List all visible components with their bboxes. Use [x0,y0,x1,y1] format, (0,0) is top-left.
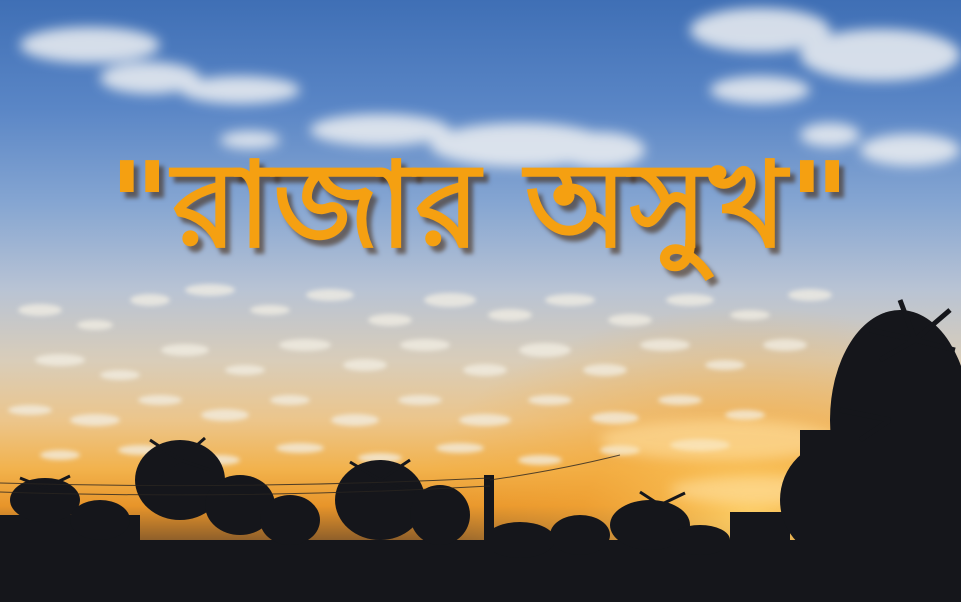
title-text: "রাজার অসুখ" [108,136,853,274]
